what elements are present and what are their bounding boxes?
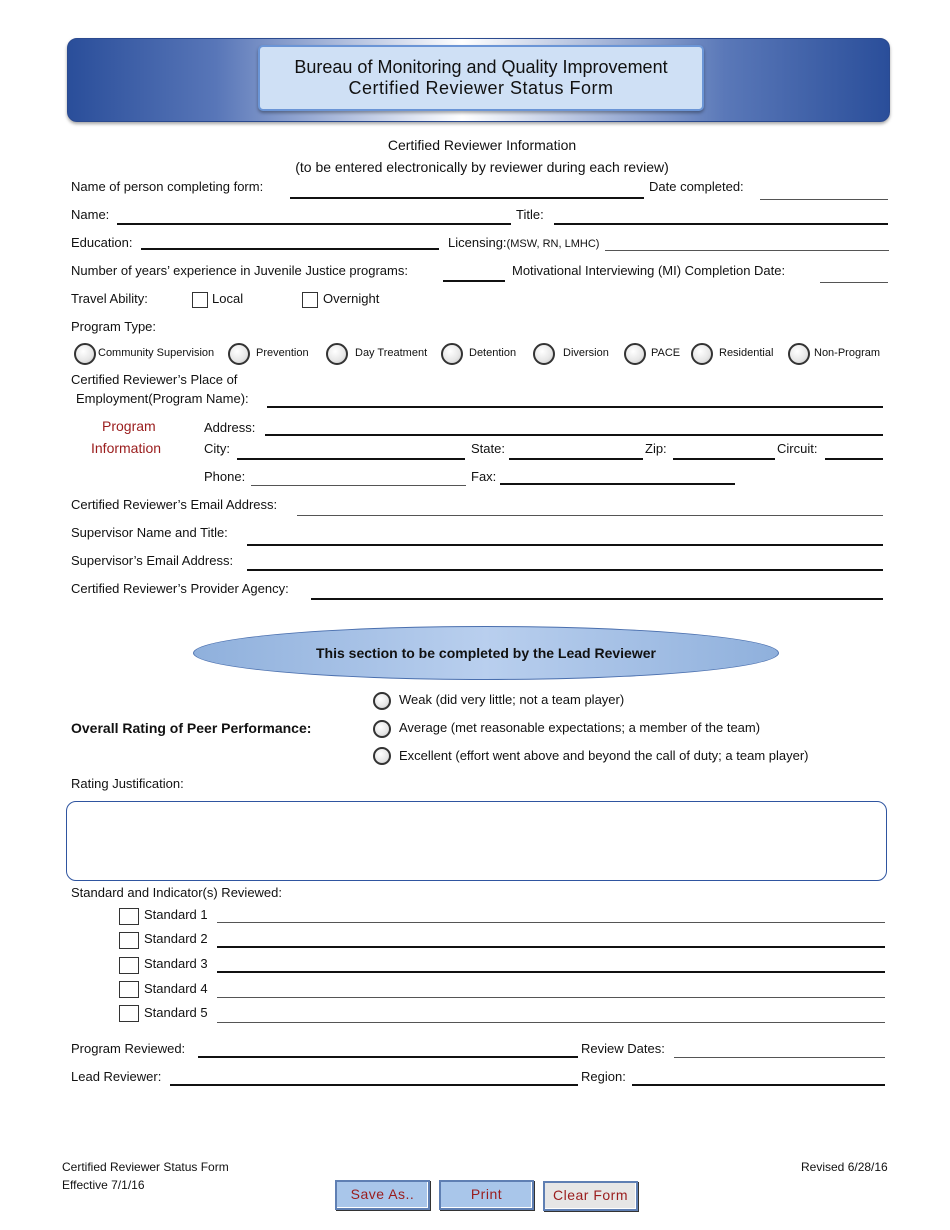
person-completing-label: Name of person completing form: [71, 179, 264, 194]
footer-revised-date: Revised 6/28/16 [801, 1160, 888, 1174]
provider-agency-field[interactable] [311, 598, 883, 600]
program-type-option: Residential [719, 347, 774, 359]
standards-heading: Standard and Indicator(s) Reviewed: [71, 885, 283, 900]
header-title-line2: Certified Reviewer Status Form [348, 78, 614, 98]
program-type-radio[interactable] [624, 343, 646, 365]
name-label: Name: [71, 207, 110, 222]
program-type-label: Program Type: [71, 319, 157, 334]
program-reviewed-field[interactable] [198, 1056, 578, 1058]
provider-agency-label: Certified Reviewer’s Provider Agency: [71, 581, 289, 596]
date-completed-field[interactable] [760, 199, 888, 200]
state-field[interactable] [509, 458, 643, 460]
standard-field[interactable] [217, 1022, 885, 1023]
standard-field[interactable] [217, 971, 885, 973]
program-type-option: PACE [651, 347, 681, 359]
review-dates-label: Review Dates: [581, 1041, 665, 1056]
years-experience-field[interactable] [443, 280, 505, 282]
email-field[interactable] [297, 515, 883, 516]
address-label: Address: [204, 420, 256, 435]
phone-label: Phone: [204, 469, 246, 484]
city-label: City: [204, 441, 230, 456]
rating-excellent-label: Excellent (effort went above and beyond the call of duty; a team player) [399, 748, 809, 763]
program-reviewed-label: Program Reviewed: [71, 1041, 186, 1056]
title-field[interactable] [554, 223, 888, 225]
licensing-note: (MSW, RN, LMHC) [506, 238, 600, 250]
licensing-label-text: Licensing: [448, 235, 507, 250]
supervisor-email-field[interactable] [247, 569, 883, 571]
standard-checkbox[interactable] [119, 957, 139, 974]
info-subheading: (to be entered electronically by reviewer during each review) [295, 159, 669, 175]
circuit-field[interactable] [825, 458, 883, 460]
zip-field[interactable] [673, 458, 775, 460]
program-type-radio[interactable] [691, 343, 713, 365]
program-type-option: Day Treatment [355, 347, 428, 359]
program-info-label-1: Program [102, 418, 156, 434]
standard-label: Standard 5 [144, 1005, 208, 1020]
program-type-radio[interactable] [533, 343, 555, 365]
supervisor-email-label: Supervisor’s Email Address: [71, 553, 234, 568]
travel-local-label: Local [212, 291, 244, 306]
supervisor-name-field[interactable] [247, 544, 883, 546]
rating-weak-radio[interactable] [373, 692, 391, 710]
program-type-radio[interactable] [228, 343, 250, 365]
travel-local-checkbox[interactable] [192, 292, 208, 308]
standard-field[interactable] [217, 922, 885, 923]
review-dates-field[interactable] [674, 1057, 885, 1058]
rating-weak-label: Weak (did very little; not a team player) [399, 692, 625, 707]
licensing-field[interactable] [605, 250, 889, 251]
title-label: Title: [516, 207, 544, 222]
place-employment-label-1: Certified Reviewer’s Place of [71, 372, 238, 387]
standard-label: Standard 2 [144, 931, 208, 946]
program-type-radio[interactable] [326, 343, 348, 365]
clear-form-button[interactable]: Clear Form [543, 1181, 638, 1211]
standard-label: Standard 4 [144, 981, 208, 996]
fax-label: Fax: [471, 469, 497, 484]
date-completed-label: Date completed: [649, 179, 744, 194]
program-type-option: Diversion [563, 347, 609, 359]
rating-excellent-radio[interactable] [373, 747, 391, 765]
education-label: Education: [71, 235, 133, 250]
travel-overnight-checkbox[interactable] [302, 292, 318, 308]
person-completing-field[interactable] [290, 197, 644, 199]
program-type-option: Community Supervision [98, 347, 215, 359]
place-employment-field[interactable] [267, 406, 883, 408]
standard-label: Standard 1 [144, 907, 208, 922]
place-employment-label-2: Employment(Program Name): [76, 391, 249, 406]
city-field[interactable] [237, 458, 465, 460]
region-field[interactable] [632, 1084, 885, 1086]
address-field[interactable] [265, 434, 883, 436]
standard-checkbox[interactable] [119, 981, 139, 998]
email-label: Certified Reviewer’s Email Address: [71, 497, 278, 512]
state-label: State: [471, 441, 505, 456]
standard-checkbox[interactable] [119, 1005, 139, 1022]
standard-checkbox[interactable] [119, 932, 139, 949]
program-type-option: Non-Program [814, 347, 881, 359]
fax-field[interactable] [500, 483, 735, 485]
program-type-radio[interactable] [788, 343, 810, 365]
program-type-radio[interactable] [441, 343, 463, 365]
print-button[interactable]: Print [439, 1180, 534, 1210]
standard-label: Standard 3 [144, 956, 208, 971]
program-info-label-2: Information [91, 440, 162, 456]
info-heading: Certified Reviewer Information [387, 137, 577, 153]
years-experience-label: Number of years’ experience in Juvenile Justice programs: [71, 263, 408, 278]
education-field[interactable] [141, 248, 439, 250]
circuit-label: Circuit: [777, 441, 818, 456]
rating-average-radio[interactable] [373, 720, 391, 738]
licensing-label [448, 235, 599, 250]
footer-form-name: Certified Reviewer Status Form [62, 1160, 229, 1174]
travel-overnight-label: Overnight [323, 291, 380, 306]
header-title-box [258, 45, 704, 111]
program-type-radio[interactable] [74, 343, 96, 365]
mi-completion-label: Motivational Interviewing (MI) Completion Date: [512, 263, 786, 278]
overall-rating-label: Overall Rating of Peer Performance: [71, 720, 312, 736]
save-as-button[interactable]: Save As.. [335, 1180, 430, 1210]
region-label: Region: [581, 1069, 626, 1084]
standard-field[interactable] [217, 997, 885, 998]
name-field[interactable] [117, 223, 511, 225]
lead-reviewer-banner: This section to be completed by the Lead Reviewer [193, 626, 779, 680]
program-type-option: Prevention [256, 347, 309, 359]
program-type-option: Detention [469, 347, 517, 359]
supervisor-name-label: Supervisor Name and Title: [71, 525, 228, 540]
standard-field[interactable] [217, 946, 885, 948]
travel-ability-label: Travel Ability: [71, 291, 148, 306]
lead-reviewer-label: Lead Reviewer: [71, 1069, 162, 1084]
mi-completion-field[interactable] [820, 282, 888, 283]
header-title-line1: Bureau of Monitoring and Quality Improvement [294, 57, 668, 77]
standard-checkbox[interactable] [119, 908, 139, 925]
footer-effective-date: Effective 7/1/16 [62, 1178, 145, 1192]
zip-label: Zip: [645, 441, 667, 456]
rating-justification-textarea[interactable] [66, 801, 887, 881]
phone-field[interactable] [251, 485, 466, 486]
rating-average-label: Average (met reasonable expectations; a member of the team) [399, 720, 761, 735]
lead-reviewer-field[interactable] [170, 1084, 578, 1086]
rating-justification-label: Rating Justification: [71, 776, 184, 791]
